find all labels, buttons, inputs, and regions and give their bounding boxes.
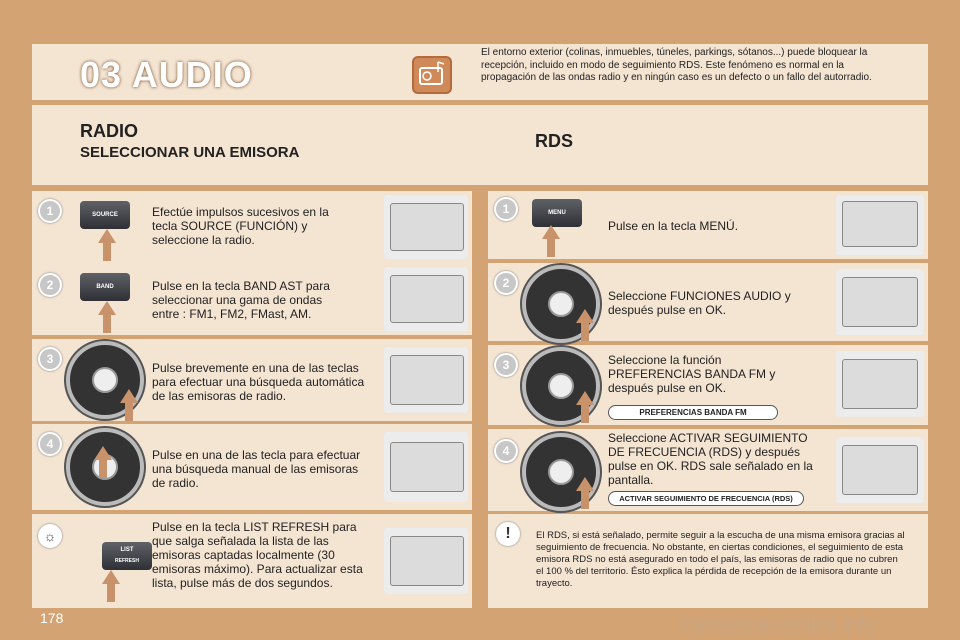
radio-tip [32,514,472,608]
page-number: 178 [40,610,64,626]
source-key-icon: SOURCE [80,201,130,229]
radio-unit-icon [836,351,924,417]
radio-unit-icon [384,528,468,594]
menu-option-badge: PREFERENCIAS BANDA FM [608,405,778,420]
step-text: Seleccione la función PREFERENCIAS BANDA FM y después pulse en OK. [608,353,776,395]
step-text: Pulse en una de las tecla para efectuar una búsqueda manual de las emisoras de radio. [152,448,361,490]
radio-step-1 [32,191,472,263]
key-sublabel: REFRESH [115,558,139,564]
step-text: Seleccione FUNCIONES AUDIO y después pulse en OK. [608,289,791,317]
press-arrow-icon [98,229,116,261]
tip-text: Pulse en la tecla LIST REFRESH para que salga señalada la lista de las emisoras captadas localmente (30 emisoras máximo). Para actualizar esta lista, pulse más de dos segundos. [152,520,363,590]
radio-unit-icon [384,267,468,331]
list-refresh-key-icon [102,542,152,570]
radio-step-3 [32,339,472,421]
step-number: 4 [38,432,62,456]
step-text: Pulse en la tecla BAND AST para seleccionar una gama de ondas entre : FM1, FM2, FMast, AM. [152,279,330,321]
radio-subtitle: SELECCIONAR UNA EMISORA [80,144,300,161]
watermark: carmanualsonline.info [680,614,875,636]
press-arrow-icon [542,225,560,257]
press-arrow-icon [98,301,116,333]
sun-icon: ☼ [38,524,62,548]
step-text: Pulse en la tecla MENÚ. [608,219,739,233]
step-text: Seleccione ACTIVAR SEGUIMIENTO DE FRECUENCIA (RDS) y después pulse en OK. RDS sale señalado en la pantalla. [608,431,813,487]
press-arrow-icon [120,389,138,421]
step-number: 3 [38,347,62,371]
press-arrow-icon [576,309,594,341]
press-arrow-icon [94,446,112,478]
step-text: Efectúe impulsos sucesivos en la tecla SOURCE (FUNCIÓN) y seleccione la radio. [152,205,329,247]
page-title: 03 AUDIO [80,54,253,95]
key-label: LIST [120,547,134,553]
rds-title: RDS [535,131,574,151]
step-number: 4 [494,439,518,463]
radio-unit-icon [836,269,924,335]
press-arrow-icon [102,570,120,602]
rds-step-1 [488,191,928,259]
radio-unit-icon [836,195,924,255]
radio-unit-icon [384,432,468,502]
step-number: 1 [38,199,62,223]
radio-step-4 [32,424,472,510]
rds-step-2 [488,263,928,341]
step-text: Pulse brevemente en una de las teclas para efectuar una búsqueda automática de las emisoras de radio. [152,361,365,403]
step-number: 2 [494,271,518,295]
radio-unit-icon [384,195,468,259]
press-arrow-icon [576,477,594,509]
audio-icon [412,56,452,94]
step-number: 1 [494,197,518,221]
intro-text: El entorno exterior (colinas, inmuebles, túneles, parkings, sótanos...) puede bloquear la recepción, incluido en modo de seguimiento RDS. Este fenómeno es normal en la propagación de las ondas radio y en ningún caso es un defecto o un fallo del autorradio. [481,47,872,83]
rds-step-3 [488,345,928,425]
step-number: 2 [38,273,62,297]
note-text: El RDS, si está señalado, permite seguir a la escucha de una misma emisora gracias al seguimiento de frecuencia. No obstante, en ciertas condiciones, el seguimiento de esta emisora RDS no está asegurado en todo el país, las emisoras de radio que no cubren el 100 % del territorio. Ésto explica la pérdida de recepción de la emisora durante un trayecto. [536,530,905,589]
radio-unit-icon [836,437,924,503]
press-arrow-icon [576,391,594,423]
radio-unit-icon [384,347,468,413]
rds-note [488,514,928,608]
radio-title: RADIO [80,121,138,141]
menu-key-icon: MENU [532,199,582,227]
radio-step-2 [32,263,472,335]
band-key-icon: BAND [80,273,130,301]
rds-step-4 [488,429,928,511]
menu-option-badge: ACTIVAR SEGUIMIENTO DE FRECUENCIA (RDS) [608,491,804,506]
warning-icon: ! [496,522,520,546]
step-number: 3 [494,353,518,377]
